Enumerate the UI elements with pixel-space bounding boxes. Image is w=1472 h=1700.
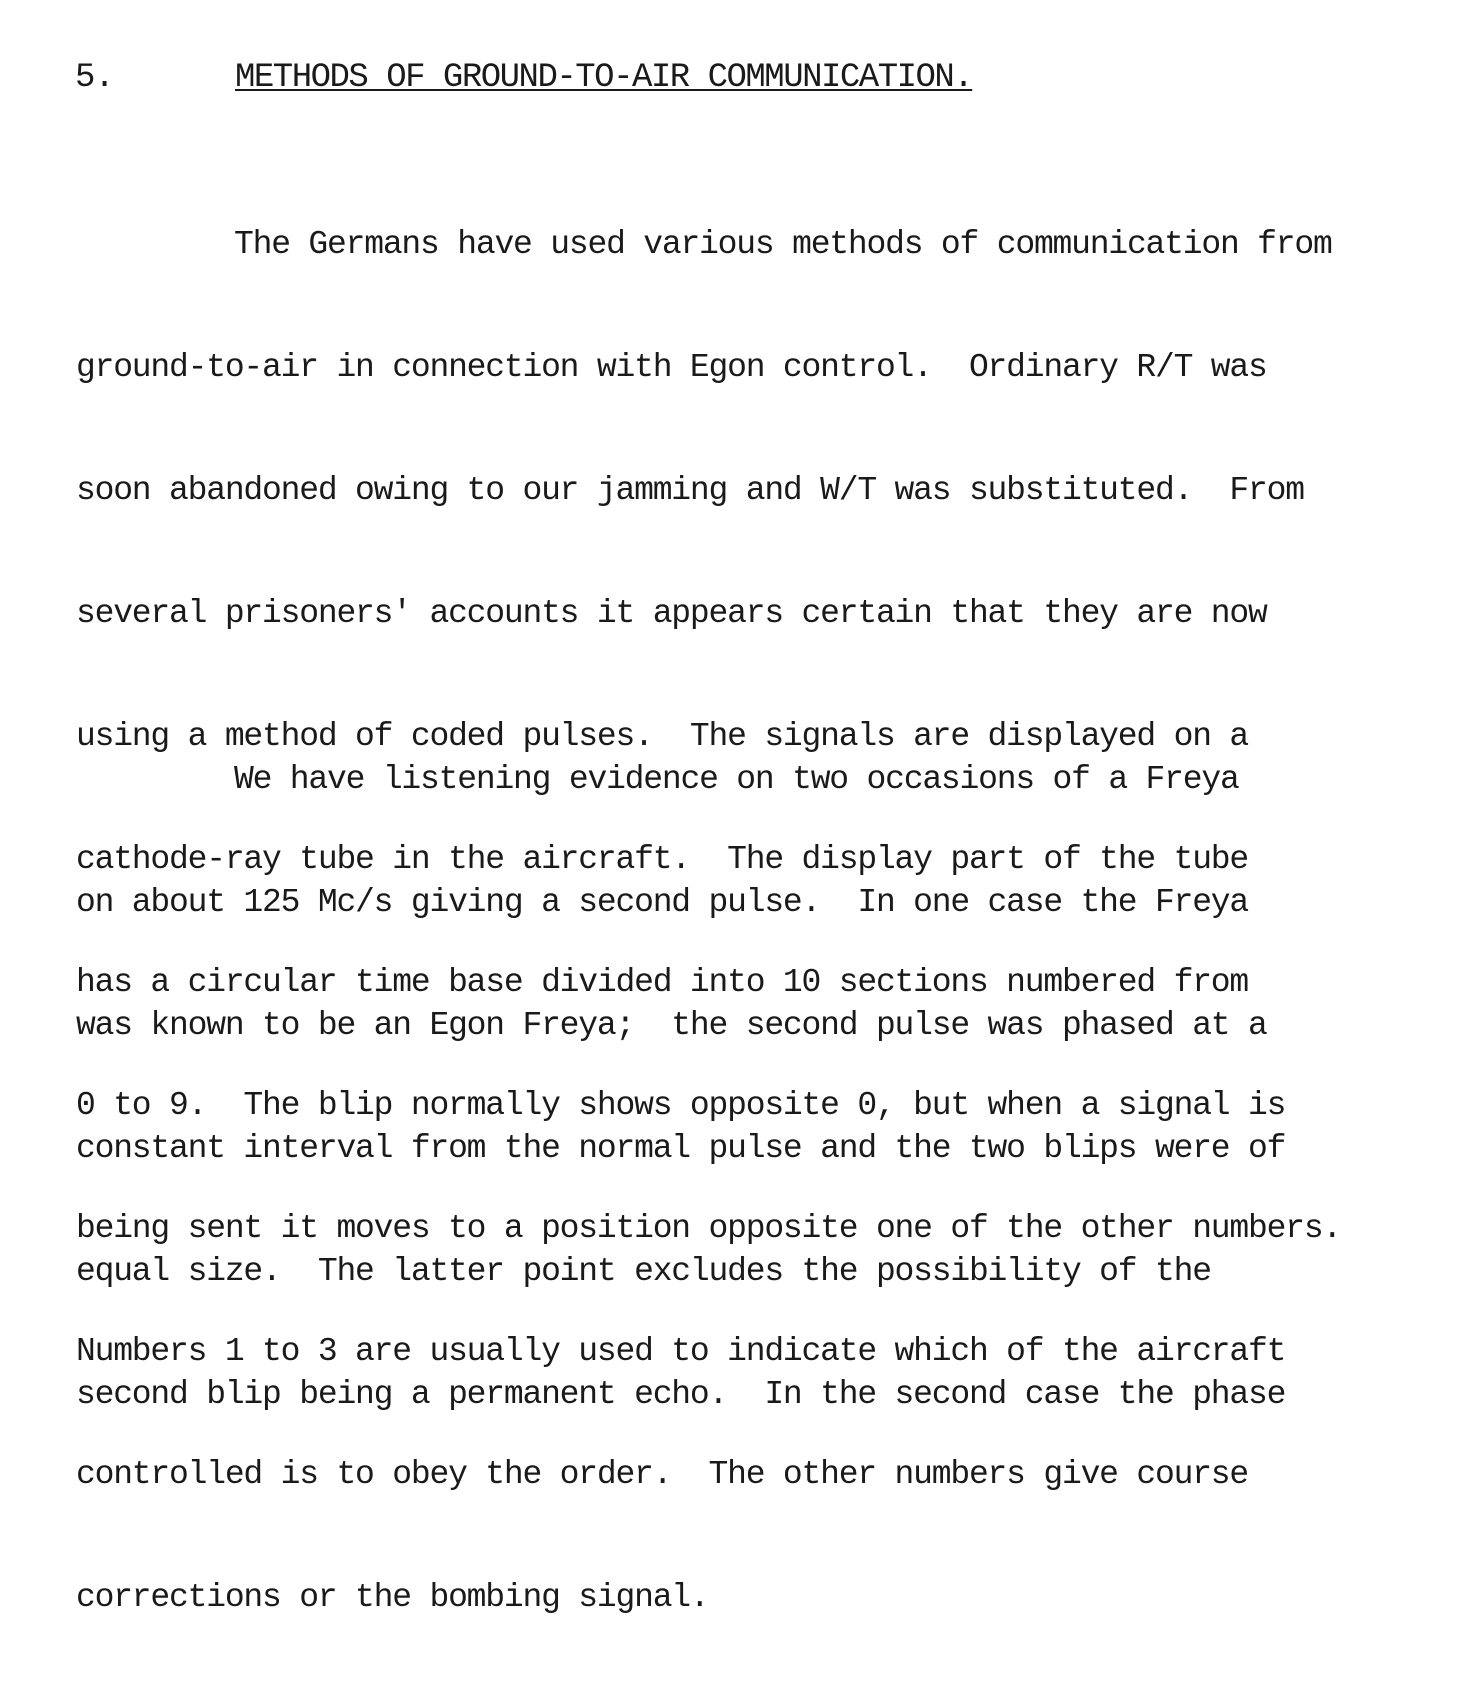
paragraph-line: being sent it moves to a position opposite one of the other numbers.	[76, 1210, 1342, 1247]
paragraph-line: controlled is to obey the order. The other numbers give course	[76, 1456, 1249, 1493]
paragraph-line: was known to be an Egon Freya; the second pulse was phased at a	[76, 1007, 1267, 1044]
paragraph-line: on about 125 Mc/s giving a second pulse. In one case the Freya	[76, 884, 1249, 921]
paragraph-line: 0 to 9. The blip normally shows opposite 0, but when a signal is	[76, 1087, 1286, 1124]
paragraph-line: equal size. The latter point excludes the possibility of the	[76, 1253, 1211, 1290]
paragraph-line: corrections or the bombing signal.	[76, 1579, 709, 1616]
paragraph-2	[76, 677, 1285, 1497]
paragraph-line: constant interval from the normal pulse and the two blips were of	[76, 1130, 1286, 1167]
paragraph-line: We have listening evidence on two occasions of a Freya	[234, 761, 1239, 798]
paragraph-line: Numbers 1 to 3 are usually used to indicate which of the aircraft	[76, 1333, 1286, 1370]
section-number: 5.	[75, 59, 114, 97]
paragraph-line: soon abandoned owing to our jamming and W/T was substituted. From	[76, 472, 1304, 509]
paragraph-line: using a method of coded pulses. The signals are displayed on a	[76, 718, 1249, 755]
paragraph-line: several prisoners' accounts it appears certain that they are now	[76, 595, 1267, 632]
paragraph-line: has a circular time base divided into 10 sections numbered from	[76, 964, 1249, 1001]
section-title: METHODS OF GROUND-TO-AIR COMMUNICATION.	[235, 59, 973, 97]
section-heading	[75, 52, 972, 104]
paragraph-line: second blip being a permanent echo. In the second case the phase	[76, 1376, 1286, 1413]
paragraph-line: cathode-ray tube in the aircraft. The display part of the tube	[76, 841, 1249, 878]
paragraph-line: The Germans have used various methods of communication from	[234, 226, 1332, 263]
paragraph-line: ground-to-air in connection with Egon control. Ordinary R/T was	[76, 349, 1267, 386]
